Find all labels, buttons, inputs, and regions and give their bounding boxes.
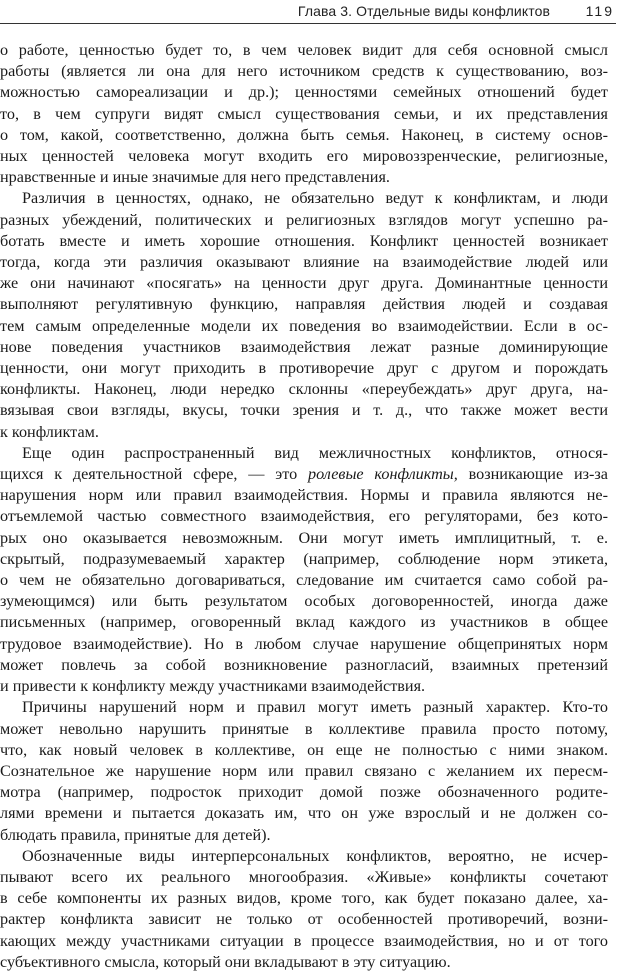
text-line: то, в чем супруги видят смысл существования семьи, и их представления — [0, 104, 608, 123]
text-line: к конфликтам. — [0, 422, 99, 441]
text-line: трудовое взаимодействие). Но в любом случае нарушение общепринятых норм — [0, 634, 608, 653]
text-line: лями времени и пытается доказать им, что он уже взрослый и не должен со- — [0, 804, 608, 823]
text-line: мотра (например, подросток приходит домой позже обозначенного родите- — [0, 783, 608, 802]
emphasized-term: ролевые конфликты, — [308, 465, 458, 484]
text-line: Сознательное же нарушение норм или правил связано с желанием их пересм- — [0, 761, 608, 780]
text-line: Различия в ценностях, однако, не обязательно ведут к конфликтам, и люди — [22, 189, 608, 208]
text-line: ценности, они могут приходить в противоречие друг с другом и порождать — [0, 359, 608, 378]
text-line: и привести к конфликту между участниками взаимодействия. — [0, 677, 426, 696]
text-line: ботать вместе и иметь хорошие отношения. Конфликт ценностей возникает — [0, 231, 608, 250]
text-line: блюдать правила, принятые для детей). — [0, 825, 271, 844]
text-run: возникающие из-за — [457, 465, 608, 484]
text-line: Обозначенные виды интерперсональных конфликтов, вероятно, не исчер- — [22, 846, 608, 865]
text-line: ных ценностей человека могут входить его мировоззренческие, религиозные, — [0, 147, 608, 166]
text-line: пывают всего их реального многообразия. «Живые» конфликты сочетают — [0, 867, 608, 886]
text-line: выполняют регулятивную функцию, направляя действия людей и создавая — [0, 295, 608, 314]
text-line: Еще один распространенный вид межличностных конфликтов, относя- — [22, 443, 608, 462]
header-rule — [0, 23, 616, 24]
text-line: о работе, ценностью будет то, в чем человек видит для себя основной смысл — [0, 41, 608, 59]
text-line: о чем не обязательно договариваться, следование им считается само собой ра- — [0, 571, 608, 590]
text-line: нарушения норм или правил взаимодействия. Нормы и правила являются не- — [0, 486, 608, 505]
text-line: тем самым определенные модели их поведения во взаимодействии. Если в ос- — [0, 316, 608, 335]
text-line: кающих между участниками ситуации в процессе взаимодействия, но и от того — [0, 931, 608, 950]
text-line: же они начинают «посягать» на ценности друг друга. Доминантные ценности — [0, 274, 608, 293]
text-line: рактер конфликта зависит не только от особенностей противоречий, возни- — [0, 910, 608, 929]
text-line: скрытый, подразумеваемый характер (например, соблюдение норм этикета, — [0, 549, 608, 568]
paragraph-4 — [0, 697, 608, 845]
text-line: разных убеждений, политических и религиозных взглядов могут успешно ра- — [0, 210, 608, 229]
text-line: о том, какой, соответственно, должна быть семья. Наконец, в систему основ- — [0, 125, 608, 144]
text-line: работы (является ли она для него источником средств к существованию, воз- — [0, 62, 608, 81]
text-line: нравственные и иные значимые для него представления. — [0, 168, 390, 187]
page-number: 119 — [585, 3, 614, 19]
body-text — [0, 40, 608, 973]
text-line: Причины нарушений норм и правил могут иметь разный характер. Кто-то — [22, 698, 608, 717]
paragraph-2 — [0, 188, 608, 442]
text-line: зумеющимся) или быть результатом особых договоренностей, иногда даже — [0, 592, 608, 611]
text-line: письменных (например, оговоренный вклад каждого из участников в общее — [0, 613, 608, 632]
text-line: субъективного смысла, который они вкладывают в эту ситуацию. — [0, 952, 451, 971]
text-line: нове поведения участников взаимодействия лежат разные доминирующие — [0, 337, 608, 356]
paragraph-1 — [0, 40, 608, 188]
text-line: вязывая свои взгляды, вкусы, точки зрения и т. д., что также может вести — [0, 401, 608, 420]
text-line: тогда, когда эти различия оказывают влияние на взаимодействие людей или — [0, 253, 608, 272]
paragraph-5 — [0, 846, 608, 973]
text-line: что, как новый человек в коллективе, он еще не полностью с ними знаком. — [0, 740, 608, 759]
text-line — [0, 464, 608, 485]
text-line: в себе компоненты их разных видов, кроме того, как будет показано далее, ха- — [0, 889, 608, 908]
paragraph-3 — [0, 443, 608, 697]
running-header — [0, 2, 616, 24]
text-run: щихся к деятельностной сфере, — это — [0, 465, 308, 484]
text-line: может невольно нарушить принятые в коллективе правила просто потому, — [0, 719, 608, 738]
text-line: конфликты. Наконец, люди нередко склонны «переубеждать» друг друга, на- — [0, 380, 608, 399]
text-line: отъемлемой частью совместного взаимодействия, его регуляторами, без кото- — [0, 507, 608, 526]
text-line: рых оно оказывается невозможным. Они могут иметь имплицитный, т. е. — [0, 528, 608, 547]
chapter-title: Глава 3. Отдельные виды конфликтов — [297, 3, 550, 19]
text-line: можностью самореализации и др.); ценностями семейных отношений будет — [0, 83, 608, 102]
text-line: может повлечь за собой возникновение разногласий, взаимных претензий — [0, 655, 608, 674]
